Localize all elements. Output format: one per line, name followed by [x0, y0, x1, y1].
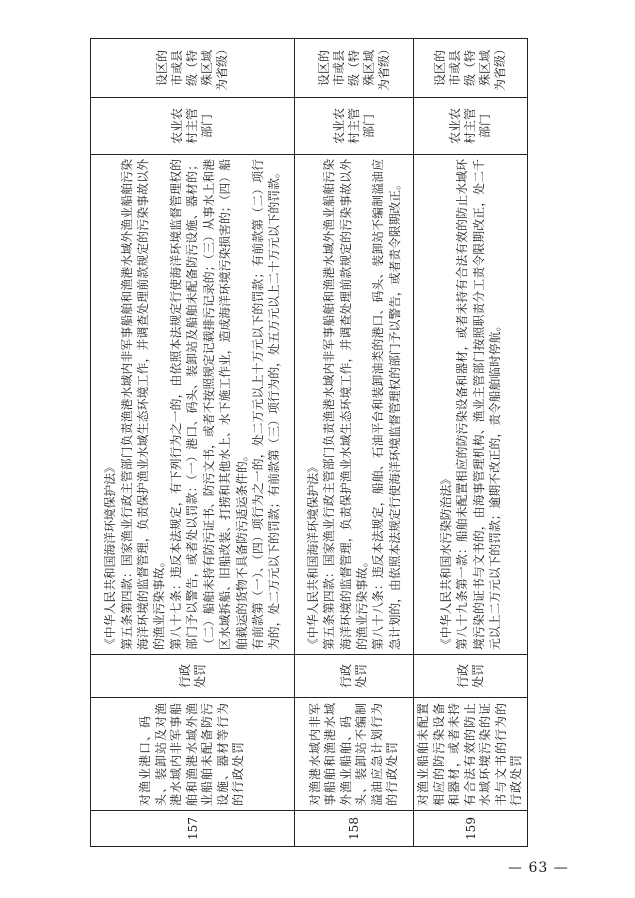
- basis-paragraph: 《中华人民共和国海洋环境保护法》: [305, 461, 320, 650]
- item-name: 对渔业港口、码头、装卸站及对渔港水域内非军事船舶和渔港水域外渔业船舶未配备防污设施、器材等行为的行政处罚: [91, 698, 295, 811]
- table-row: [295, 39, 414, 847]
- penalty-items-table: [90, 38, 528, 847]
- page-number: — 63 —: [508, 860, 569, 876]
- responsible-department: 农业农村主管部门: [295, 98, 414, 155]
- basis-paragraph: 《中华人民共和国水污染防治法》: [438, 473, 453, 650]
- enforcement-level: 设区的市或县级（特殊区域为省级）: [414, 39, 528, 98]
- enforcement-level: 设区的市或县级（特殊区域为省级）: [91, 39, 295, 98]
- basis-paragraph: 《中华人民共和国海洋环境保护法》: [103, 461, 118, 650]
- enforcement-level: 设区的市或县级（特殊区域为省级）: [295, 39, 414, 98]
- basis-paragraph: 有前款第（一）、（四）项行为之一的，处二万元以上十万元以下的罚款；有前款第（二）项行为的，处二万元以下的罚款；有前款第（三）项行为的，处五万元以上二十万元以下的罚款。: [250, 159, 282, 650]
- responsible-department: 农业农村主管部门: [414, 98, 528, 155]
- item-number: 158: [295, 811, 414, 847]
- legal-basis: [295, 155, 414, 655]
- item-name: 对渔业船舶未配置相应的防污染设备和器材，或者未持有合法有效的防止水域环境污染的证书与文书的行为的行政处罚: [414, 698, 528, 811]
- basis-paragraph: 第五条第四款：国家渔业行政主管部门负责渔港水域内非军事船舶和渔港水域外渔业船舶污染海洋环境的监督管理，负责保护渔业水域生态环境工作，并调查处理前款规定的污染事故以外的渔业污染事故。: [322, 159, 369, 650]
- item-number: 159: [414, 811, 528, 847]
- item-type: 行政处罚: [414, 655, 528, 698]
- legal-basis: [414, 155, 528, 655]
- rotated-table-container: [90, 38, 527, 847]
- table-row: [414, 39, 528, 847]
- basis-paragraph: 第五条第四款：国家渔业行政主管部门负责渔港水域内非军事船舶和渔港水域外渔业船舶污染海洋环境的监督管理，负责保护渔业水域生态环境工作，并调查处理前款规定的污染事故以外的渔业污染事故。: [119, 159, 167, 650]
- item-type: 行政处罚: [295, 655, 414, 698]
- table-row: [91, 39, 295, 847]
- basis-paragraph: 第八十八条：违反本法规定，船舶、石油平台和装卸油类的港口、码头、装卸站不编制溢油应急计划的，由依照本法规定行使海洋环境监督管理权的部门予以警告，或者责令限期改正。: [371, 159, 402, 650]
- basis-paragraph: 第八十九条第一款：船舶未配置相应的防污染设备和器材，或者未持有合法有效的防止水域环境污染的证书与文书的，由海事管理机构、渔业主管部门按照职责分工责令限期改正，处二千元以上二万元以下的罚款；逾期不改正的，责令船舶临时停航。: [455, 159, 502, 650]
- item-name: 对渔港水域内非军事船舶和渔港水域外渔业船舶、码头、装卸站不编制溢油应急计划行为的行政处罚: [295, 698, 414, 811]
- item-type: 行政处罚: [91, 655, 295, 698]
- legal-basis: [91, 155, 295, 655]
- item-number: 157: [91, 811, 295, 847]
- responsible-department: 农业农村主管部门: [91, 98, 295, 155]
- basis-paragraph: 第八十七条：违反本法规定，有下列行为之一的，由依照本法规定行使海洋环境监督管理权的部门予以警告，或者处以罚款：（一）港口、码头、装卸站及船舶未配备防污设施、器材的；（二）船舶未持有防污证书、防污文书，或者不按照规定记载排污记录的；（三）从事水上和港区水域拆船、旧船改装、打捞和其他水上、水下施工作业，造成海洋环境污染损害的；（四）船舶载运的货物不具备防污适运条件的。: [168, 159, 249, 650]
